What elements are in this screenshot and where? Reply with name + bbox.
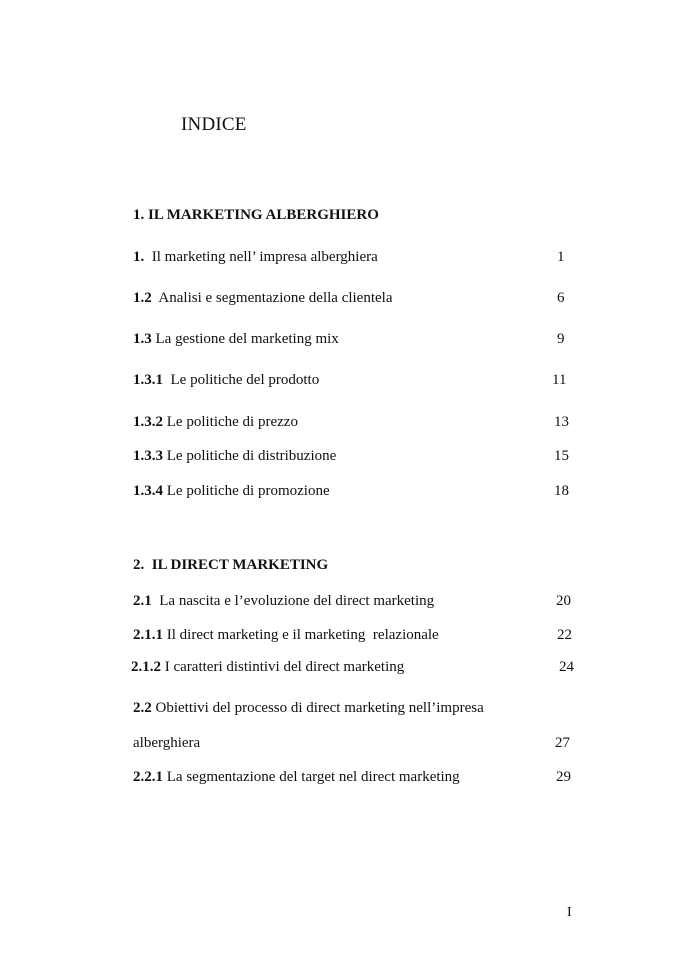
entry-text: Le politiche di prezzo — [163, 414, 298, 430]
toc-entry — [133, 371, 319, 389]
entry-text: La segmentazione del target nel direct marketing — [163, 769, 460, 785]
toc-entry — [133, 330, 339, 348]
entry-page-number: 20 — [556, 593, 571, 609]
entry-page-number: 9 — [557, 331, 565, 347]
entry-page-number: 29 — [556, 769, 571, 785]
entry-text: I caratteri distintivi del direct marketing — [161, 659, 405, 675]
entry-page-number: 18 — [554, 483, 569, 499]
toc-entry — [133, 699, 484, 717]
index-title: INDICE — [181, 114, 247, 135]
entry-number: 2.2 — [133, 700, 152, 716]
entry-page-number: 24 — [559, 659, 574, 675]
entry-page-number: 27 — [555, 735, 570, 751]
entry-number: 1. — [133, 249, 145, 265]
entry-page-number: 6 — [557, 290, 565, 306]
entry-number: 1.2 — [133, 290, 152, 306]
toc-entry — [133, 592, 434, 610]
entry-page-number: 15 — [554, 448, 569, 464]
entry-text-continuation: alberghiera — [133, 735, 201, 751]
toc-entry — [133, 248, 378, 266]
entry-text: La nascita e l’evoluzione del direct marketing — [151, 593, 435, 609]
toc-entry — [133, 289, 393, 307]
entry-text: Obiettivi del processo di direct marketing nell’impresa — [151, 700, 484, 716]
page-number: I — [567, 905, 572, 920]
entry-page-number: 22 — [557, 627, 572, 643]
entry-text: Le politiche del prodotto — [163, 372, 320, 388]
entry-number: 1.3.2 — [133, 414, 163, 430]
entry-text: Analisi e segmentazione della clientela — [151, 290, 393, 306]
toc-entry — [133, 447, 336, 465]
chapter-1-heading: 1. IL MARKETING ALBERGHIERO — [133, 207, 379, 223]
entry-page-number: 13 — [554, 414, 569, 430]
entry-text: Le politiche di promozione — [163, 483, 330, 499]
entry-number: 2.2.1 — [133, 769, 163, 785]
toc-entry — [131, 658, 404, 676]
toc-entry — [133, 482, 330, 500]
entry-number: 1.3.3 — [133, 448, 163, 464]
toc-entry — [133, 768, 460, 786]
entry-page-number: 1 — [557, 249, 565, 265]
entry-number: 1.3.1 — [133, 372, 163, 388]
chapter-2-heading: 2. IL DIRECT MARKETING — [133, 557, 329, 573]
entry-text: Le politiche di distribuzione — [163, 448, 337, 464]
entry-number: 2.1.2 — [131, 659, 161, 675]
entry-page-number: 11 — [552, 372, 567, 388]
toc-entry — [133, 626, 439, 644]
entry-number: 2.1.1 — [133, 627, 163, 643]
toc-entry — [133, 413, 298, 431]
entry-number: 1.3 — [133, 331, 152, 347]
entry-text: La gestione del marketing mix — [151, 331, 339, 347]
entry-text: Il marketing nell’ impresa alberghiera — [144, 249, 378, 265]
entry-number: 2.1 — [133, 593, 152, 609]
entry-number: 1.3.4 — [133, 483, 163, 499]
entry-text: Il direct marketing e il marketing relazionale — [163, 627, 439, 643]
